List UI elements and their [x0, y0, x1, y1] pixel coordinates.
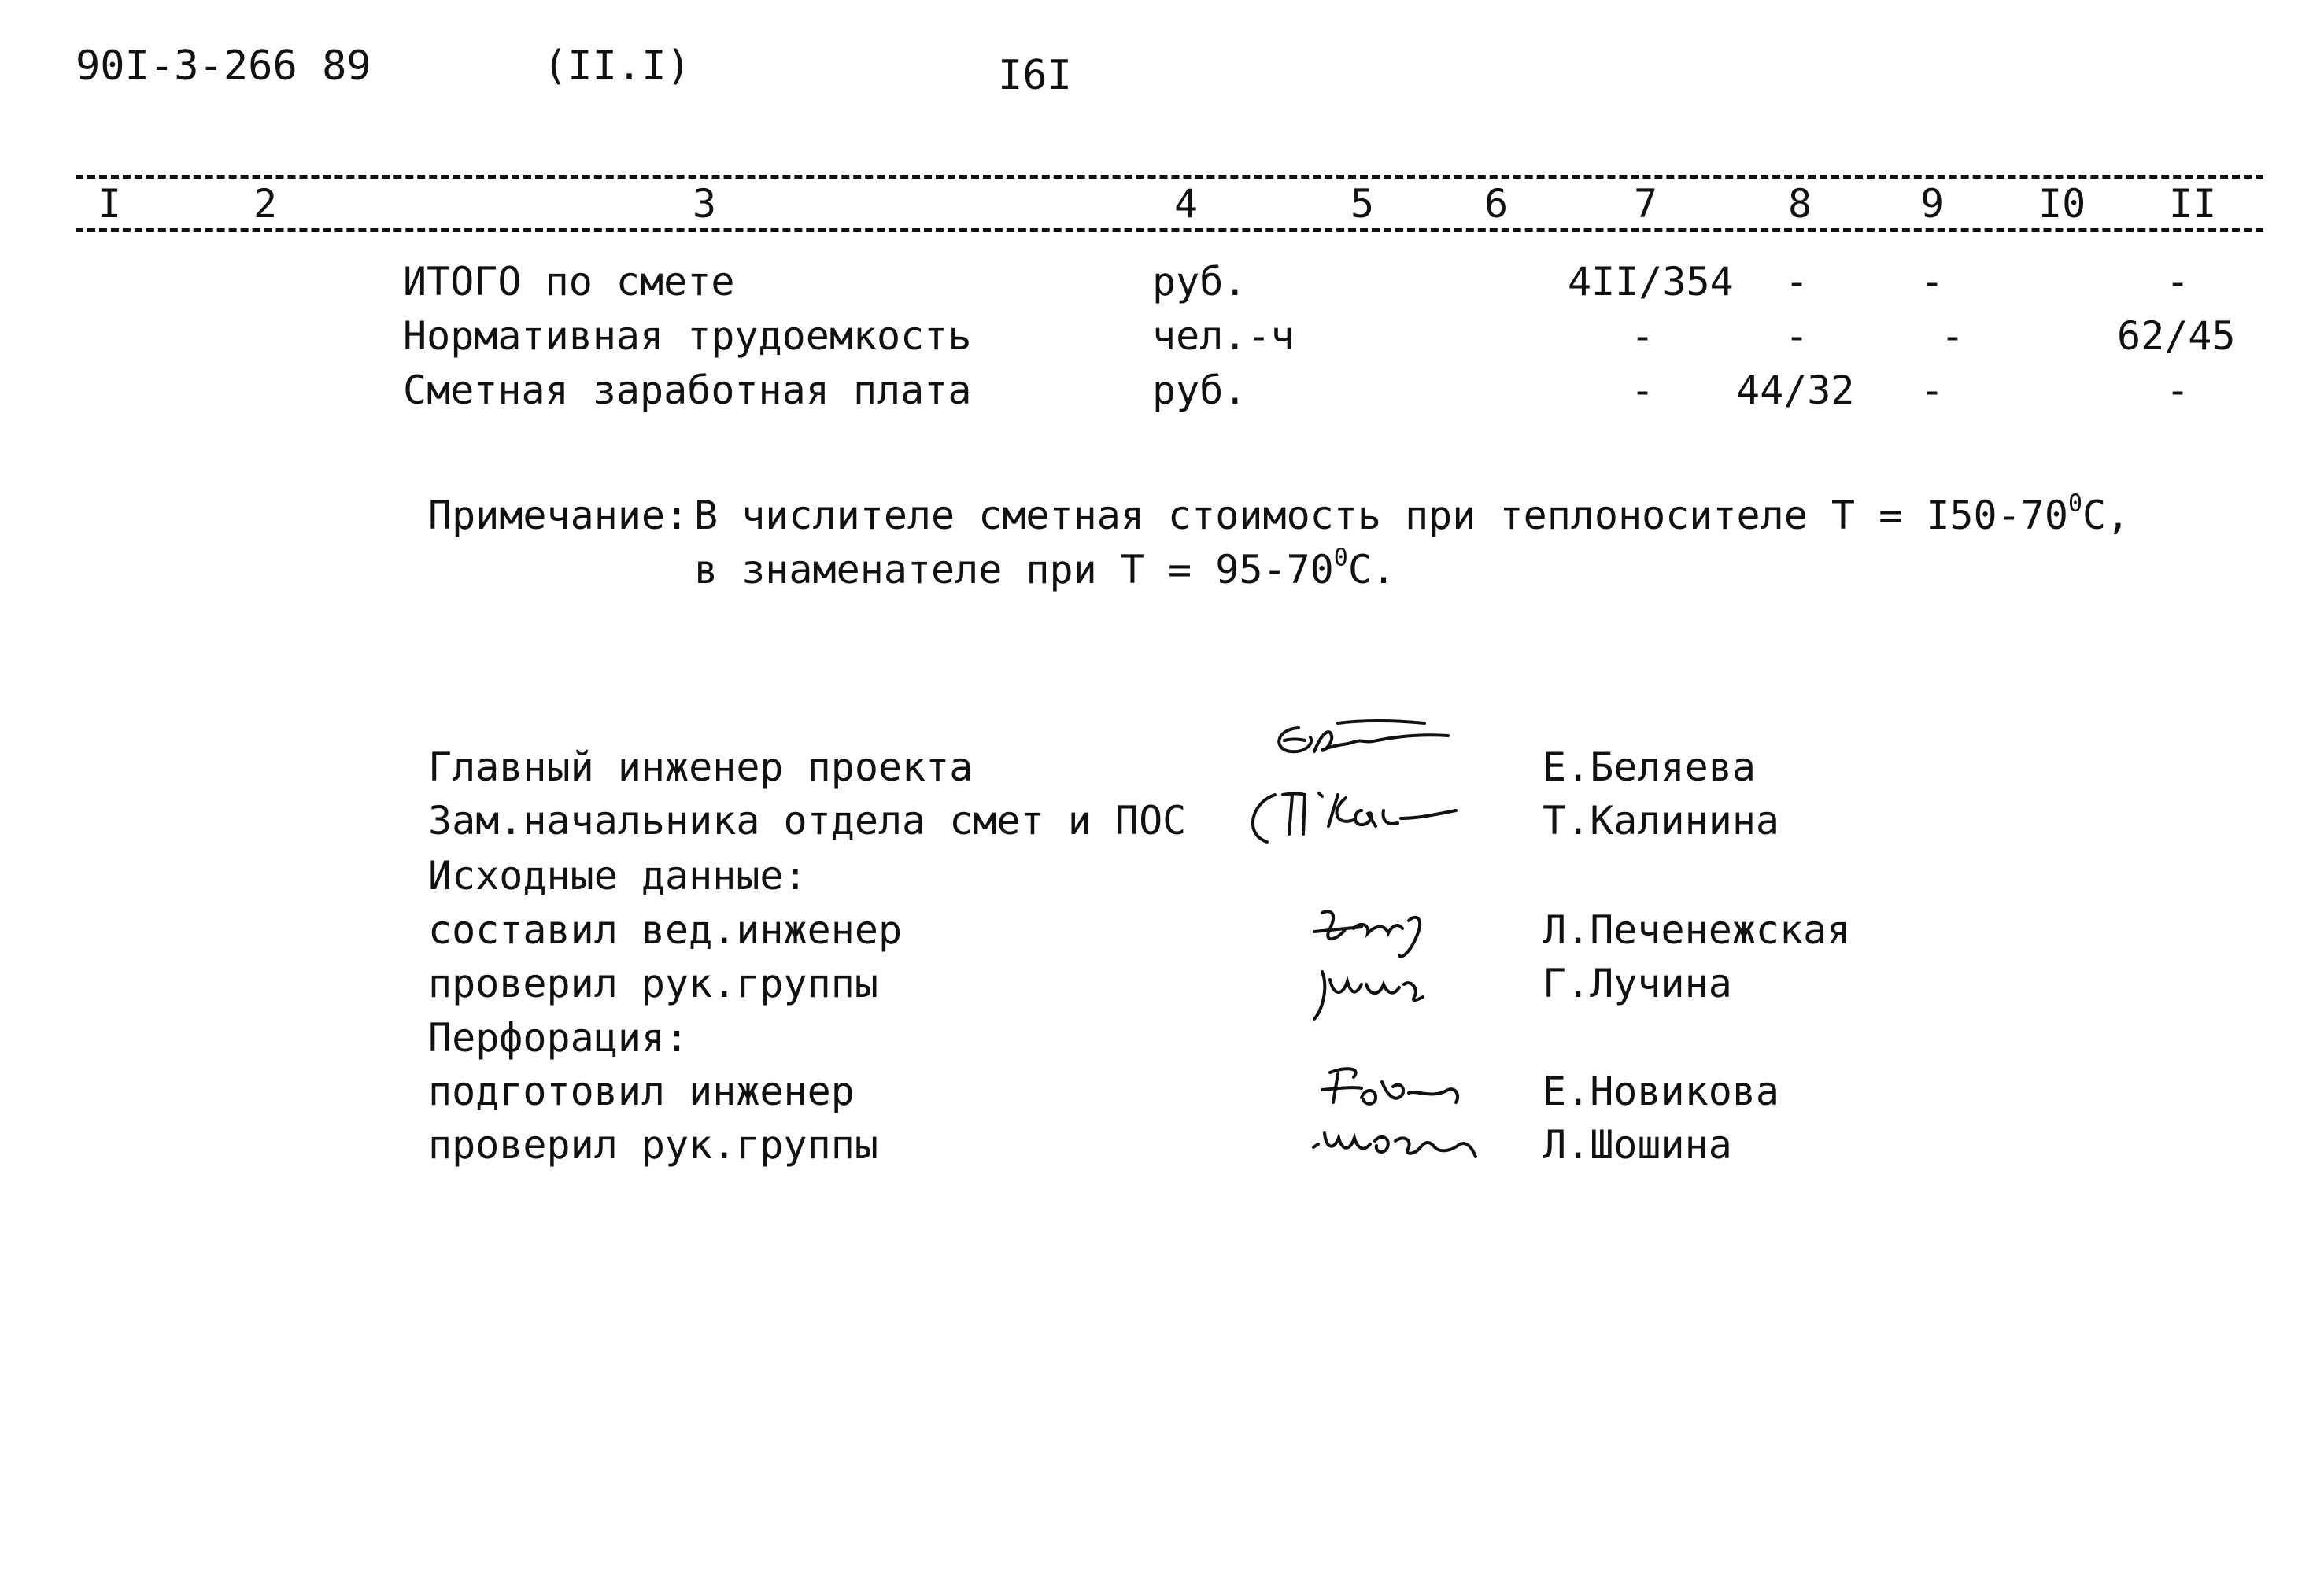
- row-name: ИТОГО по смете: [403, 259, 735, 305]
- note-label: Примечание:: [428, 493, 689, 538]
- cell-col11: 62/45: [2117, 313, 2236, 359]
- signature-role: Зам.начальника отдела смет и ПОС: [428, 798, 1187, 844]
- cell-col11: -: [2166, 367, 2190, 413]
- signature-name: Л.Шошина: [1543, 1122, 1732, 1168]
- note-line-1-text: В числителе сметная стоимость при теплоносителе Т = I50-70: [694, 493, 2068, 538]
- note-line-1-end: С,: [2082, 493, 2130, 538]
- note-line-2-end: С.: [1347, 547, 1396, 592]
- cell-col9: -: [1920, 259, 1945, 305]
- cell-col11: -: [2166, 259, 2190, 305]
- signature-name: Т.Калинина: [1543, 798, 1780, 844]
- table-top-rule: [76, 175, 2263, 179]
- section-number: (II.I): [543, 42, 691, 90]
- column-number-5: 5: [1350, 181, 1375, 227]
- signature-name: Е.Беляева: [1543, 744, 1756, 790]
- degree-sign: 0: [1333, 544, 1348, 572]
- table-header-rule: [76, 228, 2263, 232]
- column-number-8: 8: [1788, 181, 1812, 227]
- cell-col7: -: [1631, 313, 1655, 359]
- cell-col8: -: [1785, 313, 1809, 359]
- signature-role: проверил рук.группы: [428, 961, 878, 1006]
- row-unit: чел.-ч: [1152, 313, 1295, 359]
- column-number-9: 9: [1920, 181, 1945, 227]
- column-number-3: 3: [693, 181, 717, 227]
- cell-col7: -: [1631, 367, 1655, 413]
- signature-role: подготовил инженер: [428, 1069, 855, 1114]
- cell-col8: -: [1785, 259, 1809, 305]
- section-heading: Перфорация:: [428, 1015, 689, 1061]
- signature-role: составил вед.инженер: [428, 907, 903, 953]
- page-number: I6I: [998, 52, 1072, 99]
- column-number-10: I0: [2038, 181, 2086, 227]
- row-unit: руб.: [1152, 367, 1247, 413]
- handwritten-signature: [1302, 1109, 1507, 1176]
- column-number-1: I: [98, 181, 122, 227]
- note-line-2: [694, 544, 1396, 592]
- note-line-1: [694, 489, 2130, 538]
- signature-name: Г.Лучина: [1543, 961, 1732, 1006]
- cell-col9: -: [1920, 367, 1945, 413]
- signature-role: проверил рук.группы: [428, 1122, 878, 1168]
- column-number-11: II: [2169, 181, 2217, 227]
- handwritten-signature: [1306, 956, 1432, 1030]
- cell-col9: -: [1941, 313, 1965, 359]
- degree-sign: 0: [2067, 489, 2083, 518]
- row-name: Сметная заработная плата: [403, 367, 972, 413]
- cell-col8: 44/32: [1736, 367, 1855, 413]
- handwritten-signature: [1267, 712, 1456, 778]
- cell-col7: 4II/354: [1568, 259, 1734, 305]
- handwritten-signature: [1243, 779, 1472, 853]
- column-number-2: 2: [253, 181, 278, 227]
- column-number-7: 7: [1634, 181, 1658, 227]
- row-unit: руб.: [1152, 259, 1247, 305]
- row-name: Нормативная трудоемкость: [403, 313, 972, 359]
- section-heading: Исходные данные:: [428, 853, 807, 899]
- note-line-2-text: в знаменателе при Т = 95-70: [694, 547, 1334, 592]
- column-number-4: 4: [1174, 181, 1199, 227]
- column-number-6: 6: [1484, 181, 1509, 227]
- signature-name: Е.Новикова: [1543, 1069, 1780, 1114]
- signature-name: Л.Печенежская: [1543, 907, 1851, 953]
- signature-role: Главный инженер проекта: [428, 744, 974, 790]
- document-code: 90I-3-266 89: [76, 42, 371, 90]
